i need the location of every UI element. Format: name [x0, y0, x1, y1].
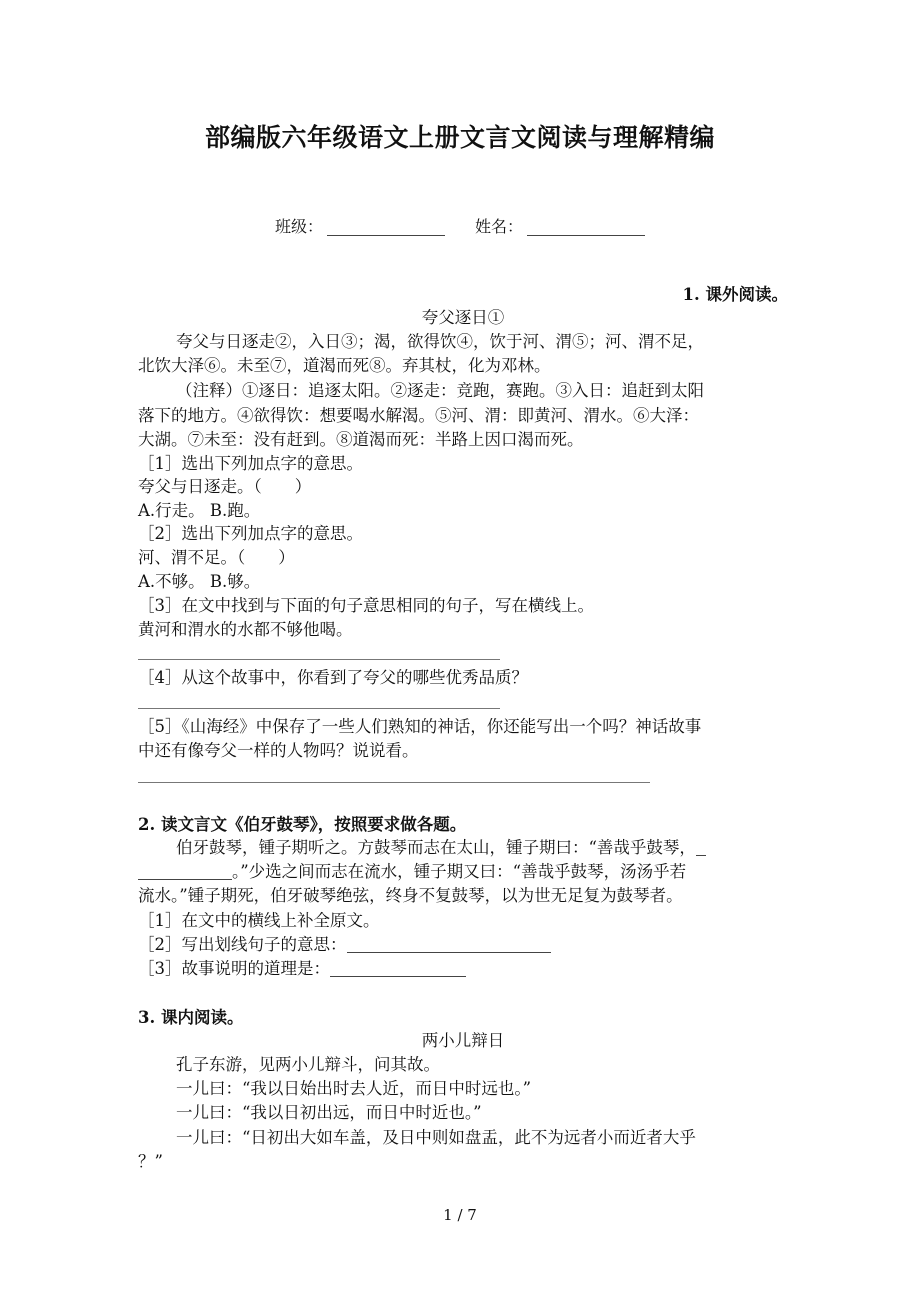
q1-sub1: ［1］选出下列加点字的意思。	[138, 454, 363, 473]
q2-passage-line: 流水。”锺子期死，伯牙破琴绝弦，终身不复鼓琴，以为世无足复为鼓琴者。	[138, 886, 683, 905]
class-label: 班级：	[274, 217, 323, 236]
fill-blank[interactable]	[138, 863, 232, 880]
name-label: 姓名：	[475, 217, 524, 236]
q2-passage-text: 。”少选之间而志在流水，锺子期又曰：“善哉乎鼓琴，汤汤乎若	[232, 862, 687, 881]
q1-sub5-line: ［5］《山海经》中保存了一些人们熟知的神话，你还能写出一个吗？神话故事	[138, 717, 702, 736]
q1-note-line: 大湖。⑦未至：没有赶到。⑧道渴而死：半路上因口渴而死。	[138, 430, 584, 449]
answer-line[interactable]	[138, 708, 500, 709]
class-blank[interactable]	[327, 217, 445, 236]
name-bar	[0, 214, 920, 237]
q1-sub2-options: A.不够。 B.够。	[138, 572, 261, 591]
q1-sub2: ［2］选出下列加点字的意思。	[138, 524, 363, 543]
q3-passage-line: 一儿曰：“我以日初出远，而日中时近也。”	[176, 1103, 482, 1122]
q2-sub2: ［2］写出划线句子的意思：	[138, 935, 347, 954]
answer-line[interactable]	[138, 782, 650, 783]
q3-passage-title: 两小儿辩日	[421, 1031, 505, 1050]
q2-sub3: ［3］故事说明的道理是：	[138, 959, 330, 978]
answer-blank[interactable]	[330, 960, 466, 977]
q3-passage-line: 一儿曰：“我以日始出时去人近，而日中时远也。”	[176, 1079, 532, 1098]
name-blank[interactable]	[527, 217, 645, 236]
q1-passage-title: 夸父逐日①	[421, 308, 505, 327]
q2-heading: 2. 读文言文《伯牙鼓琴》，按照要求做各题。	[138, 815, 467, 834]
q2-sub3-line	[138, 957, 788, 980]
q3-passage-line: 孔子东游，见两小儿辩斗，问其故。	[176, 1055, 440, 1074]
q1-sub2-question: 河、渭不足。（ ）	[138, 548, 295, 567]
q1-sub5-line: 中还有像夸父一样的人物吗？说说看。	[138, 741, 419, 760]
q1-sub3-question: 黄河和渭水的水都不够他喝。	[138, 620, 353, 639]
q1-note-line: （注释）①逐日：追逐太阳。②逐走：竞跑，赛跑。③入日：追赶到太阳	[176, 381, 704, 400]
answer-blank[interactable]	[347, 936, 551, 953]
answer-line[interactable]	[138, 659, 500, 660]
page-title: 部编版六年级语文上册文言文阅读与理解精编	[204, 123, 715, 152]
q1-sub1-options: A.行走。 B.跑。	[138, 501, 261, 520]
q2-passage-text: 伯牙鼓琴，锺子期听之。方鼓琴而志在太山，锺子期曰：“善哉乎鼓琴，	[176, 838, 696, 857]
q2-sub1: ［1］在文中的横线上补全原文。	[138, 911, 380, 930]
q2-sub2-line	[138, 933, 788, 956]
q2-passage-line	[138, 836, 788, 859]
q1-sub1-question: 夸父与日逐走。（ ）	[138, 477, 312, 496]
q2-passage-line	[138, 860, 788, 883]
q3-heading: 3. 课内阅读。	[138, 1008, 244, 1027]
q1-heading: 1. 课外阅读。	[682, 285, 788, 304]
q1-note-line: 落下的地方。④欲得饮：想要喝水解渴。⑤河、渭：即黄河、渭水。⑥大泽：	[138, 406, 699, 425]
q1-sub4: ［4］从这个故事中，你看到了夸父的哪些优秀品质？	[138, 668, 528, 687]
page-number: 1 / 7	[443, 1206, 477, 1224]
q1-text-line: 北饮大泽⑥。未至⑦，道渴而死⑧。弃其杖，化为邓林。	[138, 356, 551, 375]
q1-sub3: ［3］在文中找到与下面的句子意思相同的句子，写在横线上。	[138, 596, 594, 615]
fill-blank[interactable]	[696, 839, 706, 856]
q1-text-line: 夸父与日逐走②，入日③；渴，欲得饮④，饮于河、渭⑤；河、渭不足，	[176, 332, 704, 351]
q3-passage-line: 一儿曰：“日初出大如车盖，及日中则如盘盂，此不为远者小而近者大乎	[176, 1128, 696, 1147]
q3-passage-line: ？”	[138, 1152, 163, 1171]
